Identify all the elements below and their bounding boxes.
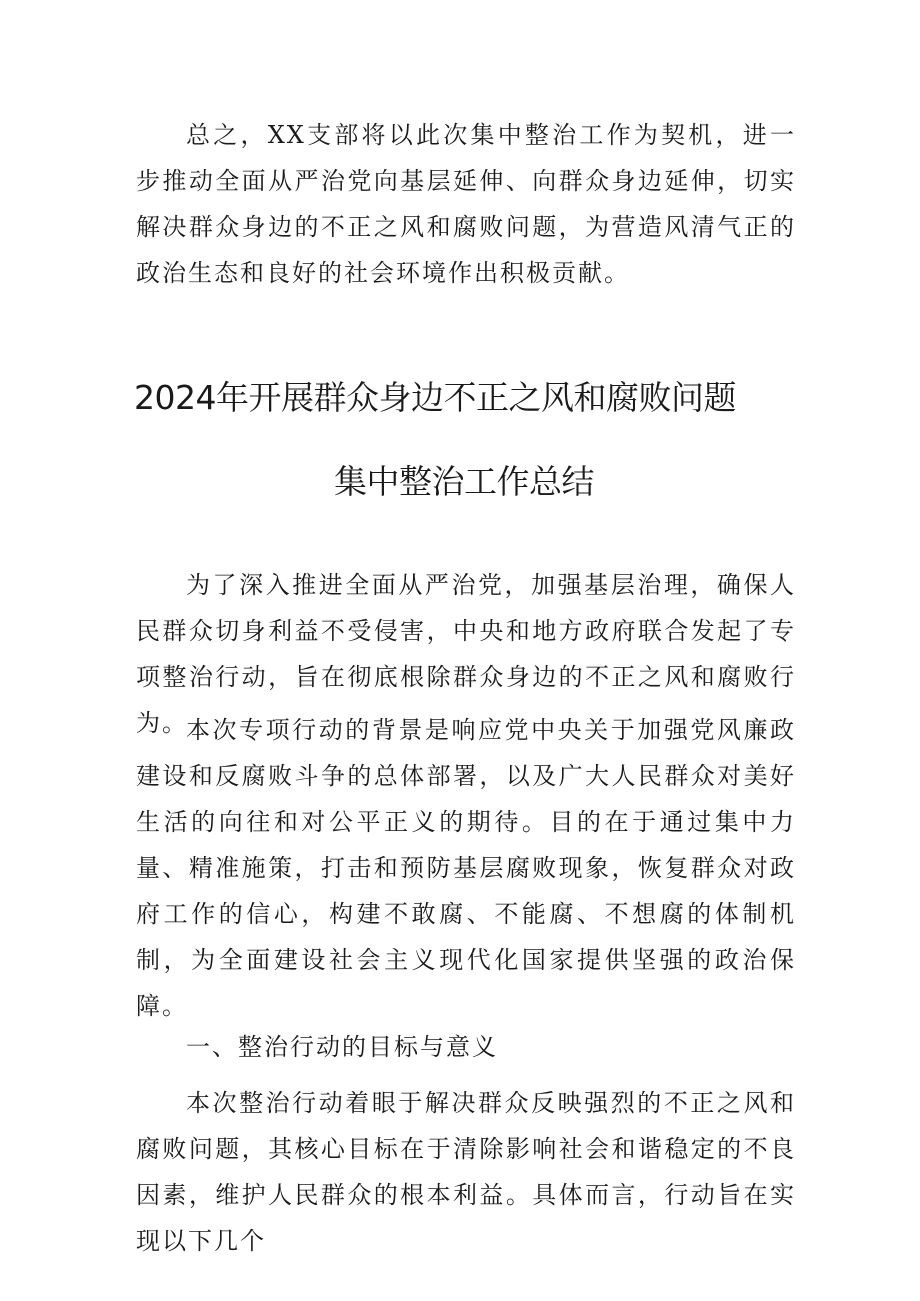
- section-1-heading: 一、整治行动的目标与意义: [186, 1033, 498, 1061]
- document-title-line-2: 集中整治工作总结: [334, 462, 594, 501]
- document-title-line-1: 2024年开展群众身边不正之风和腐败问题: [134, 378, 736, 417]
- closing-paragraph: 总之，XX支部将以此次集中整治工作为契机，进一步推动全面从严治党向基层延伸、向群众身边延伸，切实解决群众身边的不正之风和腐败问题，为营造风清气正的政治生态和良好的社会环境作出积极贡献。: [136, 121, 796, 287]
- intro-paragraph: 为了深入推进全面从严治党，加强基层治理，确保人民群众切身利益不受侵害，中央和地方政府联合发起了专项整治行动，旨在彻底根除群众身边的不正之风和腐败行为。: [136, 571, 796, 737]
- section-1-paragraph: 本次整治行动着眼于解决群众反映强烈的不正之风和腐败问题，其核心目标在于清除影响社会和谐稳定的不良因素，维护人民群众的根本利益。具体而言，行动旨在实现以下几个: [136, 1089, 796, 1255]
- background-paragraph: 本次专项行动的背景是响应党中央关于加强党风廉政建设和反腐败斗争的总体部署，以及广大人民群众对美好生活的向往和对公平正义的期待。目的在于通过集中力量、精准施策，打击和预防基层腐败现象，恢复群众对政府工作的信心，构建不敢腐、不能腐、不想腐的体制机制，为全面建设社会主义现代化国家提供坚强的政治保障。: [136, 716, 796, 1020]
